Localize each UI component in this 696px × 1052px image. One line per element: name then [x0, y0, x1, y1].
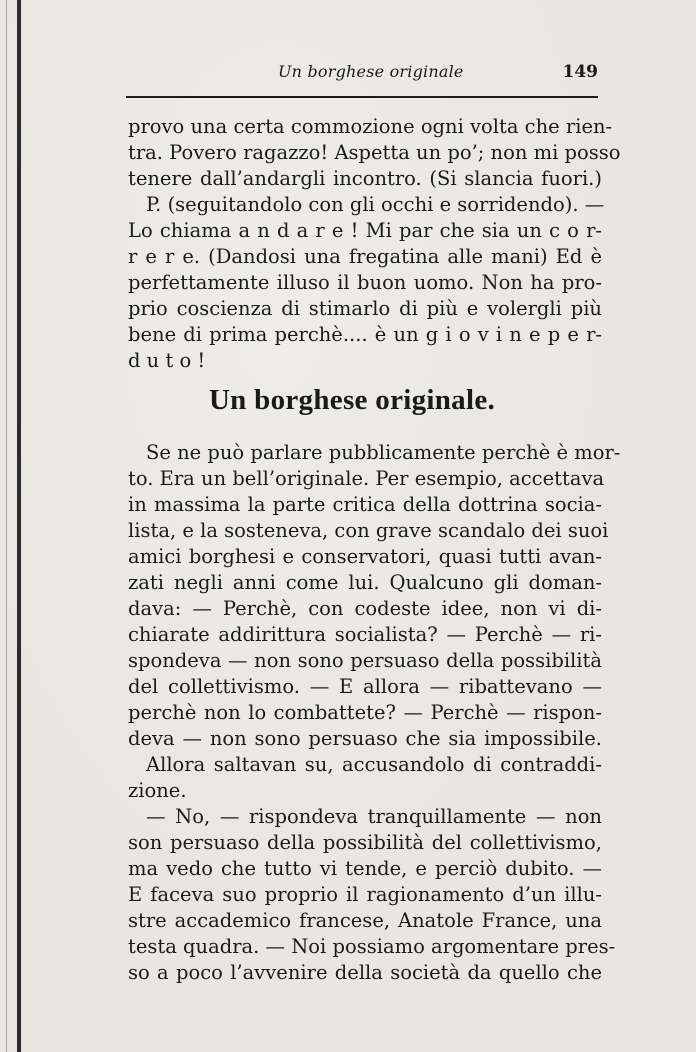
text-line: in massima la parte critica della dottrina socia-	[128, 493, 602, 516]
text-line: deva — non sono persuaso che sia impossibile.	[128, 727, 602, 750]
text-line: to. Era un bell’originale. Per esempio, accettava	[128, 467, 605, 490]
text-line: ma vedo che tutto vi tende, e perciò dubito. —	[128, 857, 602, 880]
text-line: Se ne può parlare pubblicamente perchè è mor-	[146, 441, 621, 464]
text-line: Lo chiama a n d a r e ! Mi par che sia un c o r-	[128, 219, 602, 242]
text-line: so a poco l’avvenire della società da quello che	[128, 961, 602, 984]
text-line: bene di prima perchè.... è un g i o v i n e p e r-	[128, 323, 602, 346]
page-gutter-line	[17, 0, 21, 1052]
text-line: stre accademico francese, Anatole France, una	[128, 909, 602, 932]
text-line: perfettamente illuso il buon uomo. Non ha pro-	[128, 271, 602, 294]
text-line: lista, e la sosteneva, con grave scandalo dei suoi	[128, 519, 609, 542]
text-line: d u t o !	[128, 349, 206, 372]
text-line: r e r e. (Dandosi una fregatina alle mani) Ed è	[128, 245, 602, 268]
text-line: del collettivismo. — E allora — ribattevano —	[128, 675, 602, 698]
text-line: dava: — Perchè, con codeste idee, non vi di-	[128, 597, 602, 620]
text-line: spondeva — non sono persuaso della possibilità	[128, 649, 602, 672]
text-line: zati negli anni come lui. Qualcuno gli doman-	[128, 571, 602, 594]
text-line: chiarate addirittura socialista? — Perchè — ri-	[128, 623, 602, 646]
text-line: tenere dall’andargli incontro. (Si slancia fuori.)	[128, 167, 602, 190]
section-title	[0, 384, 696, 417]
text-line: provo una certa commozione ogni volta che rien-	[128, 115, 613, 138]
running-header	[128, 62, 598, 88]
text-line: amici borghesi e conservatori, quasi tutti avan-	[128, 545, 602, 568]
text-line: — No, — rispondeva tranquillamente — non	[146, 805, 602, 828]
text-line: Allora saltavan su, accusandolo di contraddi-	[146, 753, 602, 776]
text-line: E faceva suo proprio il ragionamento d’un illu-	[128, 883, 602, 906]
text-line: tra. Povero ragazzo! Aspetta un po’; non mi posso	[128, 141, 621, 164]
running-title: Un borghese originale	[278, 62, 464, 81]
text-line: testa quadra. — Noi possiamo argomentare pres-	[128, 935, 616, 958]
text-line: perchè non lo combattete? — Perchè — rispon-	[128, 701, 602, 724]
paragraph-body	[128, 440, 621, 986]
page-edge-shadow	[6, 0, 7, 1052]
page-number: 149	[562, 62, 598, 82]
text-line: P. (seguitandolo con gli occhi e sorridendo). —	[146, 193, 605, 216]
text-line: prio coscienza di stimarlo di più e volergli più	[128, 297, 602, 320]
paragraph-continuation	[128, 114, 621, 374]
text-line: son persuaso della possibilità del collettivismo,	[128, 831, 602, 854]
text-line: zione.	[128, 779, 187, 802]
section-title-text: Un borghese originale.	[208, 384, 496, 416]
header-rule	[126, 96, 598, 98]
